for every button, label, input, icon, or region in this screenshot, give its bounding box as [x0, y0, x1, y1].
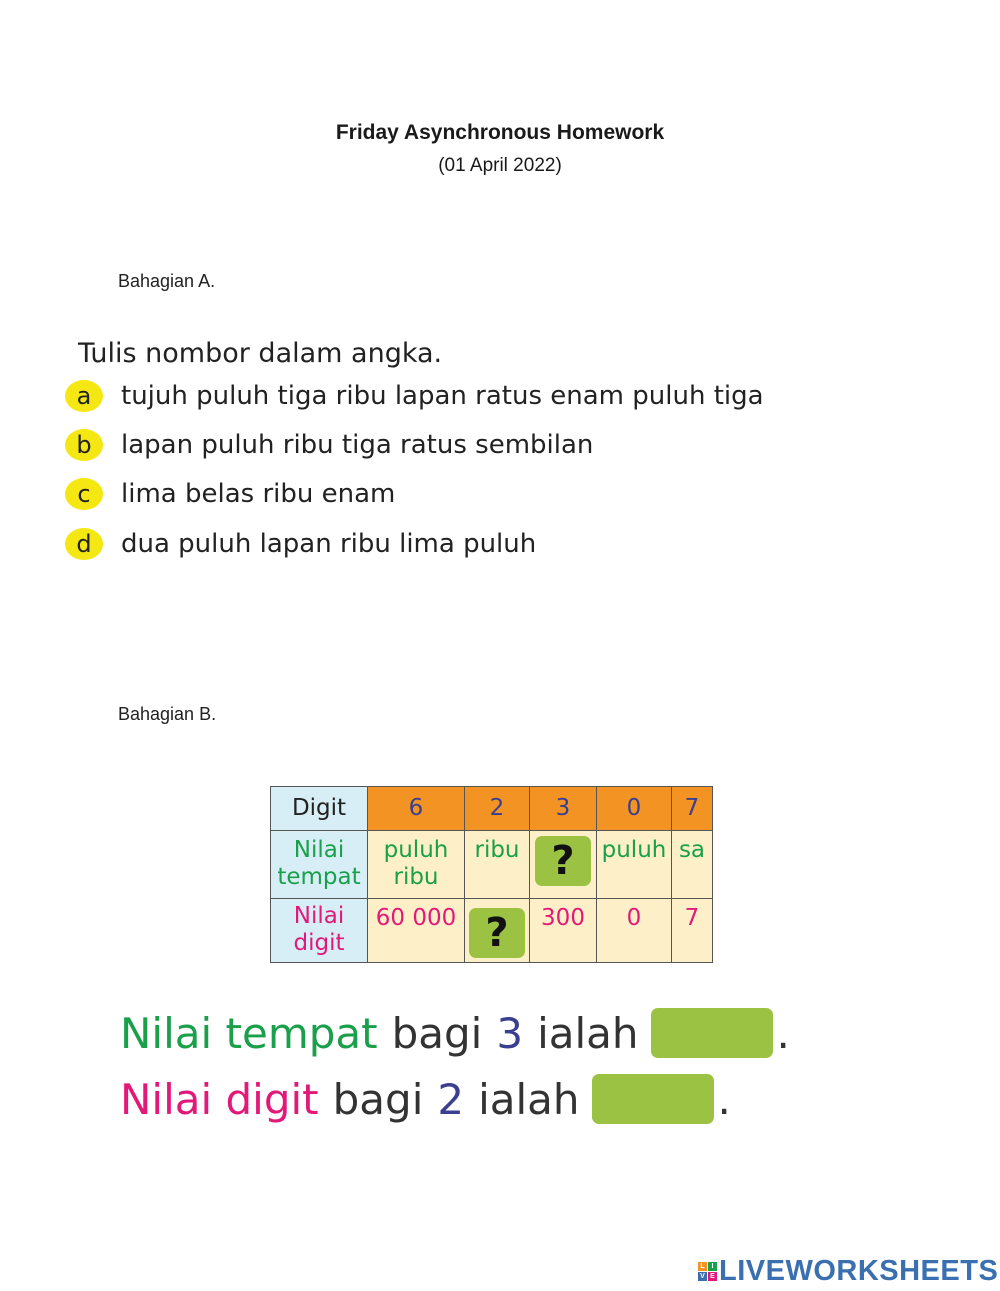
table-row-place-values	[271, 831, 713, 899]
digit-value-answer-cell	[465, 899, 530, 963]
sentence-dot: .	[717, 1074, 731, 1124]
digit-value-header: Nilai digit	[271, 899, 368, 963]
sentence-term: Nilai tempat	[120, 1008, 378, 1058]
page-title: Friday Asynchronous Homework	[335, 121, 665, 144]
question-text: lapan puluh ribu tiga ratus sembilan	[121, 430, 594, 460]
digit-value-answer-box[interactable]: ?	[469, 908, 525, 958]
table-row-digit-values	[271, 899, 713, 963]
digit-cell: 7	[672, 787, 713, 831]
place-value-cell: ribu	[465, 831, 530, 899]
question-c	[65, 474, 395, 514]
question-letter-badge: a	[65, 380, 103, 412]
digit-value-cell: 0	[597, 899, 672, 963]
question-text: lima belas ribu enam	[121, 479, 396, 509]
digit-cell: 2	[465, 787, 530, 831]
sentence-word: ialah	[537, 1008, 639, 1058]
sentence-word: ialah	[478, 1074, 580, 1124]
digit-header: Digit	[271, 787, 368, 831]
sentence-digit-value	[120, 1074, 731, 1124]
digit-cell: 6	[368, 787, 465, 831]
digit-value-cell: 300	[530, 899, 597, 963]
sentence-dot: .	[776, 1008, 790, 1058]
place-value-answer-box[interactable]: ?	[535, 836, 591, 886]
question-b	[65, 425, 593, 465]
question-text: tujuh puluh tiga ribu lapan ratus enam puluh tiga	[121, 381, 764, 411]
logo-text: LIVEWORKSHEETS	[719, 1255, 999, 1287]
place-value-table	[270, 786, 713, 963]
section-a-label: Bahagian A.	[118, 271, 216, 291]
question-letter-badge: d	[65, 528, 103, 560]
question-a	[65, 376, 764, 416]
question-text: dua puluh lapan ribu lima puluh	[121, 529, 537, 559]
place-value-answer-cell	[530, 831, 597, 899]
digit-cell: 3	[530, 787, 597, 831]
page-date: (01 April 2022)	[438, 155, 562, 176]
sentence-number: 3	[496, 1008, 524, 1058]
section-a-instruction: Tulis nombor dalam angka.	[78, 338, 443, 369]
digit-value-answer-input[interactable]	[592, 1074, 714, 1124]
section-b-label: Bahagian B.	[118, 704, 217, 724]
digit-value-cell: 7	[672, 899, 713, 963]
logo-mark-icon: L I V E	[698, 1262, 717, 1281]
sentence-place-value	[120, 1008, 790, 1058]
place-value-cell: sa	[672, 831, 713, 899]
question-letter-badge: b	[65, 429, 103, 461]
place-value-header: Nilai tempat	[271, 831, 368, 899]
place-value-cell: puluh ribu	[368, 831, 465, 899]
table-row-digits	[271, 787, 713, 831]
sentence-word: bagi	[391, 1008, 483, 1058]
sentence-word: bagi	[332, 1074, 424, 1124]
digit-cell: 0	[597, 787, 672, 831]
question-d	[65, 524, 536, 564]
liveworksheets-logo	[698, 1255, 998, 1288]
place-value-cell: puluh	[597, 831, 672, 899]
place-value-answer-input[interactable]	[651, 1008, 773, 1058]
question-letter-badge: c	[65, 478, 103, 510]
digit-value-cell: 60 000	[368, 899, 465, 963]
sentence-term: Nilai digit	[120, 1074, 319, 1124]
sentence-number: 2	[437, 1074, 465, 1124]
